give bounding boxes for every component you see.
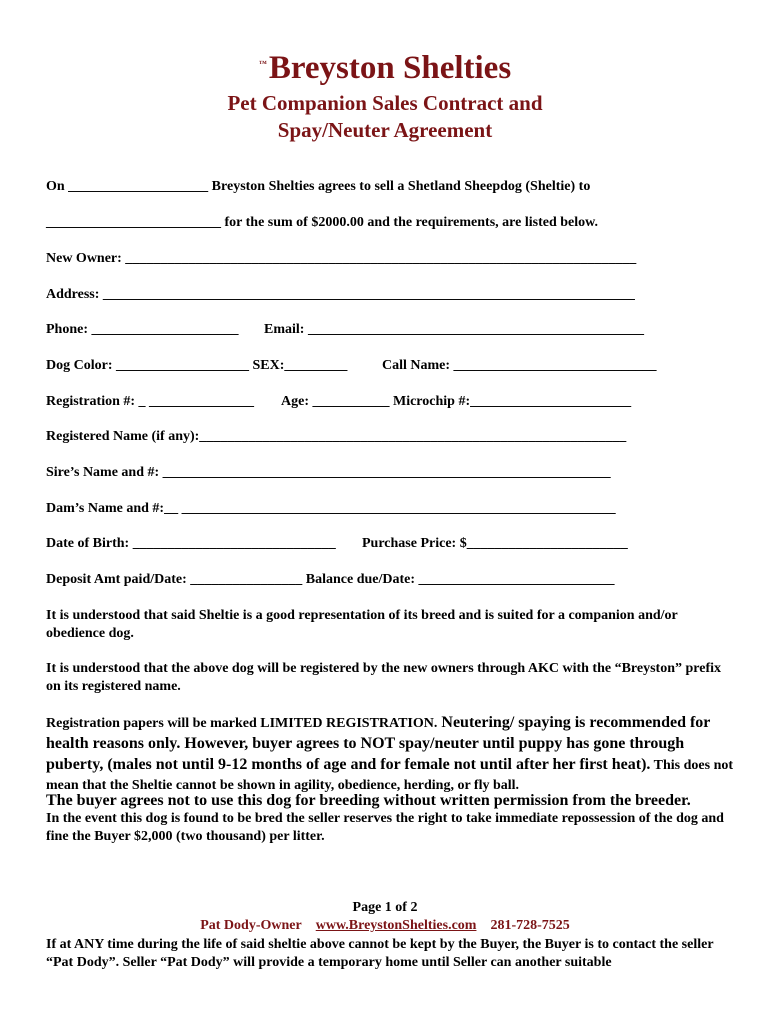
- neuter-terms-text: Neutering/ spaying is recommended for health reasons only. However, buyer agrees to NOT spay/neuter until puppy has gone through puberty, (males not until 9-12 months of age and for female not until after her first heat).: [46, 714, 711, 773]
- brand-name: Breyston Shelties: [268, 50, 512, 86]
- sire-field[interactable]: Sire’s Name and #: ________________________________________________________________: [46, 465, 611, 480]
- dog-color-sex-field[interactable]: Dog Color: ___________________ SEX:_________: [46, 358, 348, 373]
- contact-phone: 281-728-7525: [490, 918, 570, 933]
- registered-name-field[interactable]: Registered Name (if any):_____________________________________________________________: [46, 429, 627, 444]
- terms-paragraph-3: [46, 713, 736, 796]
- continuation-text: If at ANY time during the life of said sheltie above cannot be kept by the Buyer, the Buyer is to contact the seller “Pat Dody”. Seller “Pat Dody” will provide a temporary home until Seller can another suitable: [46, 937, 714, 970]
- brand-title: [0, 50, 770, 87]
- age-microchip-field[interactable]: Age: ___________ Microchip #:_______________________: [281, 394, 632, 409]
- breeding-permission-text: The buyer agrees not to use this dog for breeding without written permission from the breeder.: [46, 792, 691, 809]
- new-owner-field[interactable]: New Owner: _________________________________________________________________________: [46, 251, 637, 266]
- activities-note-text: This does not mean that the Sheltie cannot be shown in agility, obedience, herding, or fly ball.: [46, 758, 734, 793]
- page-number: Page 1 of 2: [352, 900, 418, 915]
- date-of-birth-field[interactable]: Date of Birth: _____________________________: [46, 536, 336, 551]
- trademark-mark: ™: [258, 59, 267, 68]
- footer-contact: [0, 918, 770, 934]
- registration-field[interactable]: Registration #: _ _______________: [46, 394, 255, 409]
- website-link[interactable]: www.BreystonShelties.com: [315, 918, 477, 933]
- email-field[interactable]: Email: ________________________________________________: [264, 322, 644, 337]
- buyer-sum-line[interactable]: _________________________ for the sum of $2000.00 and the requirements, are listed below.: [46, 215, 598, 230]
- sale-date-line[interactable]: On ____________________ Breyston Shelties agrees to sell a Shetland Sheepdog (Sheltie) to: [46, 179, 591, 194]
- phone-field[interactable]: Phone: _____________________: [46, 322, 239, 337]
- terms-paragraph-1: It is understood that said Sheltie is a good representation of its breed and is suited for a companion and/or obedience dog.: [46, 608, 678, 641]
- dam-field[interactable]: Dam’s Name and #:__ ______________________________________________________________: [46, 501, 616, 516]
- limited-registration-text: Registration papers will be marked LIMITED REGISTRATION.: [46, 716, 438, 731]
- repossession-text: In the event this dog is found to be bred the seller reserves the right to take immediate repossession of the dog and fine the Buyer $2,000 (two thousand) per litter.: [46, 811, 724, 844]
- owner-name: Pat Dody-Owner: [200, 918, 302, 933]
- terms-paragraph-2: It is understood that the above dog will be registered by the new owners through AKC with the “Breyston” prefix on its registered name.: [46, 661, 722, 694]
- contract-title-line2: Spay/Neuter Agreement: [277, 118, 493, 142]
- purchase-price-field[interactable]: Purchase Price: $_______________________: [362, 536, 628, 551]
- deposit-balance-field[interactable]: Deposit Amt paid/Date: ________________ Balance due/Date: ____________________________: [46, 572, 615, 587]
- call-name-field[interactable]: Call Name: _____________________________: [382, 358, 657, 373]
- address-field[interactable]: Address: ____________________________________________________________________________: [46, 287, 635, 302]
- contract-title-line1: Pet Companion Sales Contract and: [227, 91, 543, 115]
